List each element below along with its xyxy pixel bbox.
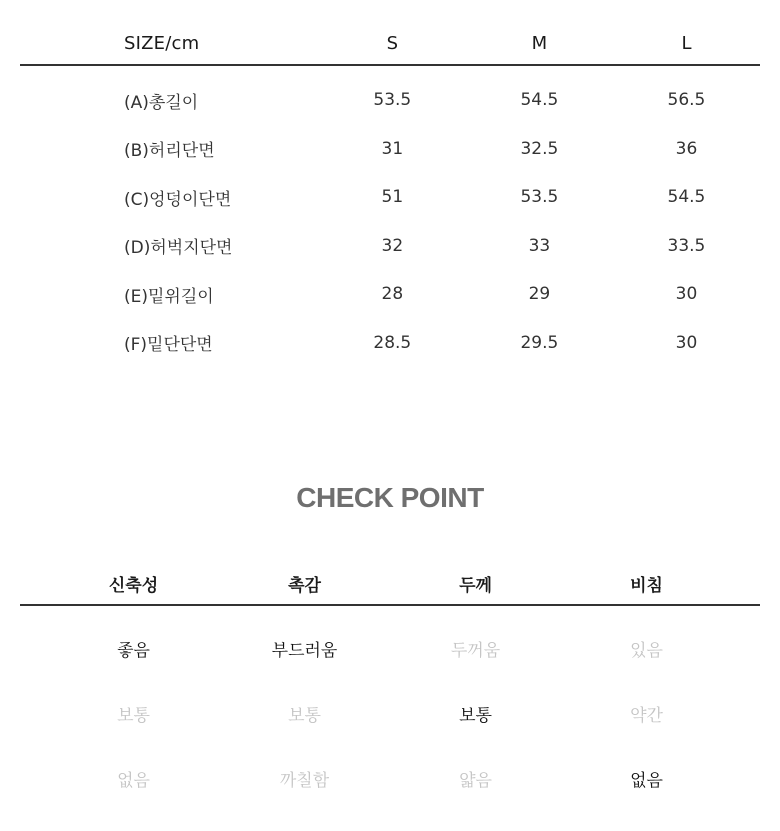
check-point-title: CHECK POINT <box>296 482 484 513</box>
size-table-header <box>20 22 760 66</box>
check-column-thickness: 두께 <box>459 575 492 596</box>
size-value-m: 29.5 <box>520 332 559 353</box>
size-value-l: 30 <box>675 332 698 353</box>
check-point-table <box>20 562 760 811</box>
size-row-b <box>20 125 760 174</box>
measurement-label: (C)엉덩이단면 <box>124 189 232 210</box>
check-option: 보통 <box>288 706 321 726</box>
check-point-header <box>20 562 760 606</box>
size-row-c <box>20 173 760 222</box>
size-header-l: L <box>681 32 692 54</box>
size-value-l: 36 <box>675 138 698 159</box>
check-column-stretch: 신축성 <box>108 575 159 596</box>
check-row <box>20 681 760 746</box>
measurement-label: (A)총길이 <box>124 92 199 113</box>
size-value-m: 53.5 <box>520 187 559 208</box>
measurement-label: (B)허리단면 <box>124 141 215 162</box>
size-value-m: 54.5 <box>520 90 559 111</box>
check-option: 없음 <box>630 771 663 791</box>
size-header-m: M <box>531 32 548 54</box>
size-value-s: 28.5 <box>373 332 412 353</box>
size-value-s: 32 <box>381 235 404 256</box>
size-value-m: 33 <box>528 235 551 256</box>
size-value-l: 54.5 <box>667 187 706 208</box>
check-option: 좋음 <box>117 641 150 661</box>
size-row-f <box>20 319 760 368</box>
size-value-s: 31 <box>381 138 404 159</box>
check-option: 까칠함 <box>279 771 330 791</box>
size-value-l: 33.5 <box>667 235 706 256</box>
size-value-l: 56.5 <box>667 90 706 111</box>
check-row <box>20 616 760 681</box>
measurement-label: (E)밑위길이 <box>124 286 214 307</box>
size-value-s: 53.5 <box>373 90 412 111</box>
check-option: 얇음 <box>459 771 492 791</box>
size-table <box>20 22 760 367</box>
size-value-s: 28 <box>381 284 404 305</box>
check-column-sheerness: 비침 <box>630 575 663 596</box>
check-option: 두꺼움 <box>450 641 501 661</box>
size-row-e <box>20 270 760 319</box>
check-option: 보통 <box>117 706 150 726</box>
check-option: 약간 <box>630 706 663 726</box>
check-row <box>20 746 760 811</box>
size-row-a <box>20 76 760 125</box>
size-header-label: SIZE/cm <box>124 32 200 54</box>
size-value-m: 32.5 <box>520 138 559 159</box>
check-option: 부드러움 <box>271 641 338 661</box>
check-column-touch: 촉감 <box>288 575 321 596</box>
check-option: 보통 <box>459 706 492 726</box>
size-value-m: 29 <box>528 284 551 305</box>
check-option: 없음 <box>117 771 150 791</box>
size-value-l: 30 <box>675 284 698 305</box>
check-option: 있음 <box>630 641 663 661</box>
size-value-s: 51 <box>381 187 404 208</box>
size-header-s: S <box>386 32 399 54</box>
measurement-label: (F)밑단단면 <box>124 335 213 356</box>
size-row-d <box>20 222 760 271</box>
measurement-label: (D)허벅지단면 <box>124 238 233 259</box>
